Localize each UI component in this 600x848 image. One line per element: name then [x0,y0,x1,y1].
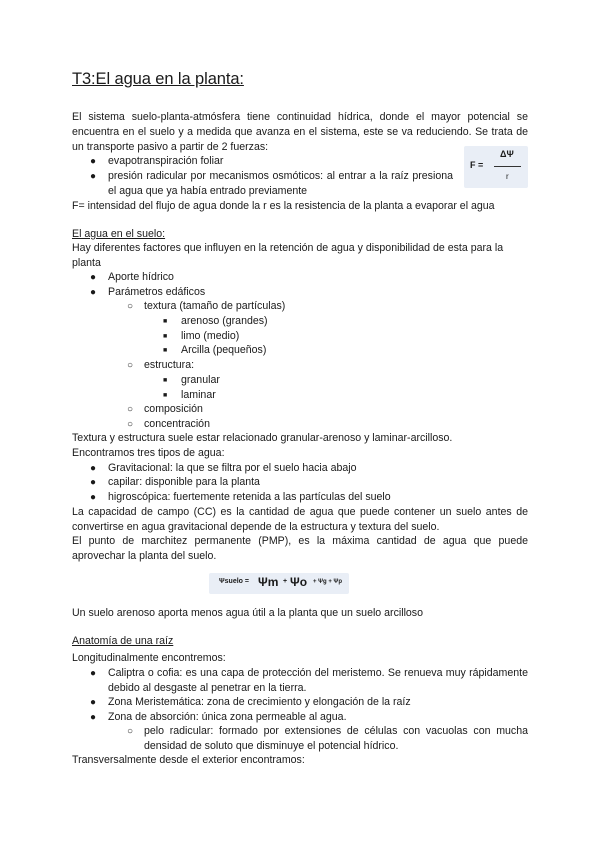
bullet-circle: ○ [127,726,134,737]
equation-term-matric: Ψm [258,575,279,589]
force-item: evapotranspiración foliar [108,155,224,167]
root-part-item: Zona de absorción: única zona permeable al agua. [108,711,347,723]
root-part-item: Caliptra o cofia: es una capa de protección del meristemo. Se renueva muy rápidamente debido al desgaste al penetrar en la tierra. [108,667,528,694]
equation-plus: + [283,578,288,585]
soil-water-potential-equation [209,573,349,594]
flux-formula [464,146,528,188]
texture-item: Arcilla (pequeños) [181,344,267,356]
transversal-intro: Transversalmente desde el exterior encontramos: [72,754,305,766]
water-type-item: higroscópica: fuertemente retenida a las partículas del suelo [108,491,391,503]
soil-conclusion: Un suelo arenoso aporta menos agua útil a la planta que un suelo arcilloso [72,607,424,619]
formula-numerator: ΔΨ [500,149,514,159]
texture-item: arenoso (grandes) [181,315,268,327]
bullet-circle: ○ [127,301,134,312]
intro-paragraph: El sistema suelo-planta-atmósfera tiene continuidad hídrica, donde el mayor potencial se encuentra en el suelo y a medida que avanza en el sistema, este se va reduciendo. Se trata de un transporte pasivo a partir de 2 fuerzas: [72,111,528,153]
formula-denominator: r [506,172,509,181]
bullet-circle: ○ [127,360,134,371]
bullet-dot: ● [90,463,97,474]
water-types-intro: Encontramos tres tipos de agua: [72,447,225,459]
bullet-square: ■ [163,347,168,354]
water-type-item: Gravitacional: la que se filtra por el suelo hacia abajo [108,462,357,474]
structure-item: granular [181,374,220,386]
structure-item: laminar [181,389,216,401]
fraction-bar [494,166,521,167]
param-texture: textura (tamaño de partículas) [144,300,286,312]
section-heading-soil: El agua en el suelo: [72,228,166,240]
param-concentration: concentración [144,418,210,430]
factor-item: Aporte hídrico [108,271,174,283]
bullet-dot: ● [90,697,97,708]
bullet-dot: ● [90,287,97,298]
param-composition: composición [144,403,203,415]
factor-item: Parámetros edáficos [108,286,206,298]
bullet-dot: ● [90,668,97,679]
bullet-circle: ○ [127,404,134,415]
root-part-item: Zona Meristemática: zona de crecimiento y elongación de la raíz [108,696,411,708]
formula-lhs: F = [470,160,484,170]
bullet-dot: ● [90,156,97,167]
bullet-dot: ● [90,272,97,283]
equation-lhs: Ψsuelo = [219,578,249,585]
section-heading-root: Anatomía de una raíz [72,635,174,647]
bullet-square: ■ [163,377,168,384]
texture-structure-relation: Textura y estructura suele estar relacionado granular-arenoso y laminar-arcilloso. [72,432,453,444]
page-title: T3:El agua en la planta: [72,70,244,88]
bullet-circle: ○ [127,419,134,430]
bullet-square: ■ [163,318,168,325]
wilting-point-paragraph: El punto de marchitez permanente (PMP), es la máxima cantidad de agua que puede aprovechar la planta del suelo. [72,535,528,562]
equation-tail: + Ψg + Ψp [313,579,343,585]
water-type-item: capilar: disponible para la planta [108,476,260,488]
bullet-dot: ● [90,171,97,182]
bullet-square: ■ [163,333,168,340]
texture-item: limo (medio) [181,330,240,342]
root-hair-item: pelo radicular: formado por extensiones de células con vacuolas con mucha densidad de soluto que disminuye el potencial hídrico. [144,725,528,752]
force-item: presión radicular por mecanismos osmóticos: al entrar a la raíz presiona el agua que ya había entrado previamente [108,170,453,197]
param-structure: estructura: [144,359,195,371]
longitudinal-intro: Longitudinalmente encontremos: [72,652,226,664]
bullet-dot: ● [90,492,97,503]
flux-definition: F= intensidad del flujo de agua donde la r es la resistencia de la planta a evaporar el agua [72,200,495,212]
soil-paragraph: Hay diferentes factores que influyen en la retención de agua y disponibilidad de esta para la planta [72,242,504,269]
bullet-dot: ● [90,477,97,488]
bullet-dot: ● [90,712,97,723]
field-capacity-paragraph: La capacidad de campo (CC) es la cantidad de agua que puede contener un suelo antes de convertirse en agua gravitacional depende de la estructura y textura del suelo. [72,506,528,533]
bullet-square: ■ [163,392,168,399]
equation-term-osmotic: Ψo [290,575,308,589]
